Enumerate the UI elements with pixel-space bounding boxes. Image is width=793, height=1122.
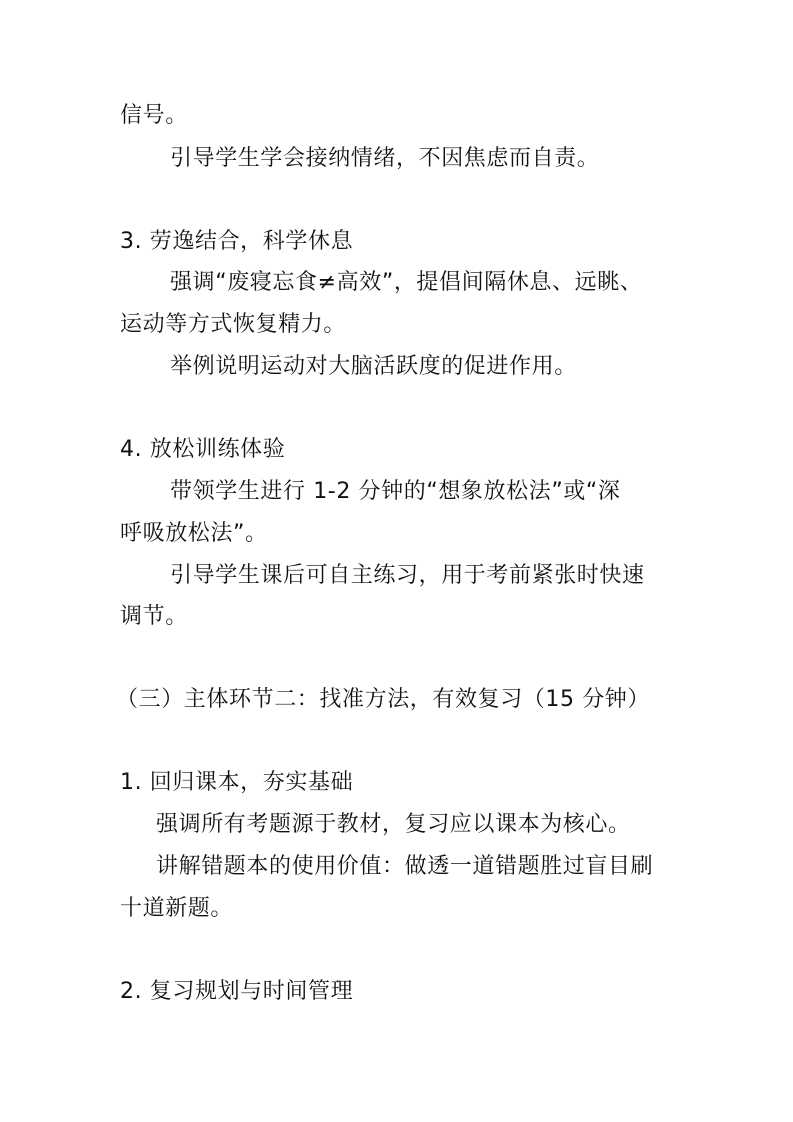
text-line: 引导学生学会接纳情绪，不因焦虑而自责。 (170, 146, 600, 171)
text-line: 运动等方式恢复精力。 (120, 312, 347, 337)
text-line: 强调“废寝忘食≠高效”，提倡间隔休息、远眺、 (170, 270, 643, 295)
text-line: 强调所有考题源于教材，复习应以课本为核心。 (156, 812, 631, 837)
part-heading: （三）主体环节二：找准方法，有效复习（15 分钟） (116, 687, 650, 712)
text-line: 信号。 (120, 103, 188, 128)
text-line: 引导学生课后可自主练习，用于考前紧张时快速 (170, 563, 645, 588)
text-line: 举例说明运动对大脑活跃度的促进作用。 (170, 354, 577, 379)
text-line: 调节。 (120, 604, 188, 629)
text-line: 十道新题。 (120, 896, 234, 921)
section-heading: 3. 劳逸结合，科学休息 (120, 229, 354, 254)
section-heading: 1. 回归课本，夯实基础 (120, 770, 354, 795)
text-line: 呼吸放松法”。 (120, 521, 268, 546)
text-line: 带领学生进行 1-2 分钟的“想象放松法”或“深 (170, 479, 621, 504)
section-heading: 4. 放松训练体验 (120, 437, 286, 462)
text-line: 讲解错题本的使用价值：做透一道错题胜过盲目刷 (156, 854, 654, 879)
section-heading: 2. 复习规划与时间管理 (120, 979, 354, 1004)
